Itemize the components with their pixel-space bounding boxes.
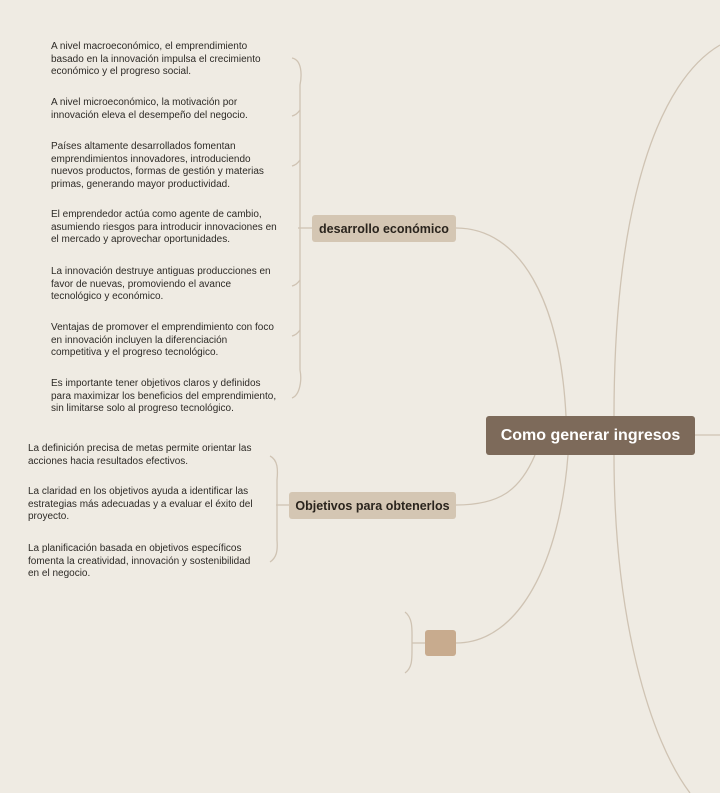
leaf-text: La innovación destruye antiguas producciones en favor de nuevas, promoviendo el avance tecnológico y económico. <box>51 266 271 302</box>
leaf-text: La planificación basada en objetivos específicos fomenta la creatividad, innovación y sostenibilidad en el negocio. <box>28 543 251 579</box>
branch-node-objetivos[interactable]: Objetivos para obtenerlos <box>289 492 456 519</box>
collapsed-branch-node[interactable] <box>425 630 456 656</box>
leaf-text: A nivel microeconómico, la motivación por innovación eleva el desempeño del negocio. <box>51 97 248 121</box>
leaf-text: La claridad en los objetivos ayuda a identificar las estrategias más adecuadas y a evaluar el éxito del proyecto. <box>28 486 253 522</box>
leaf-text: Países altamente desarrollados fomentan emprendimientos innovadores, introduciendo nuevos productos, formas de gestión y materias primas, generando mayor productividad. <box>51 141 264 190</box>
leaf-text: Es importante tener objetivos claros y definidos para maximizar los beneficios del emprendimiento, sin limitarse solo al progreso tecnológico. <box>51 378 277 414</box>
root-node[interactable]: Como generar ingresos <box>486 416 695 455</box>
branch-node-desarrollo[interactable]: desarrollo económico <box>312 215 456 242</box>
leaf-text: La definición precisa de metas permite orientar las acciones hacia resultados efectivos. <box>28 443 252 467</box>
leaf-text: Ventajas de promover el emprendimiento con foco en innovación incluyen la diferenciación competitiva y el progreso tecnológico. <box>51 322 274 358</box>
leaf-text: El emprendedor actúa como agente de cambio, asumiendo riesgos para introducir innovaciones en el mercado y aprovechar oportunidades. <box>51 209 277 245</box>
leaf-text: A nivel macroeconómico, el emprendimiento basado en la innovación impulsa el crecimiento económico y el progreso social. <box>51 41 261 77</box>
